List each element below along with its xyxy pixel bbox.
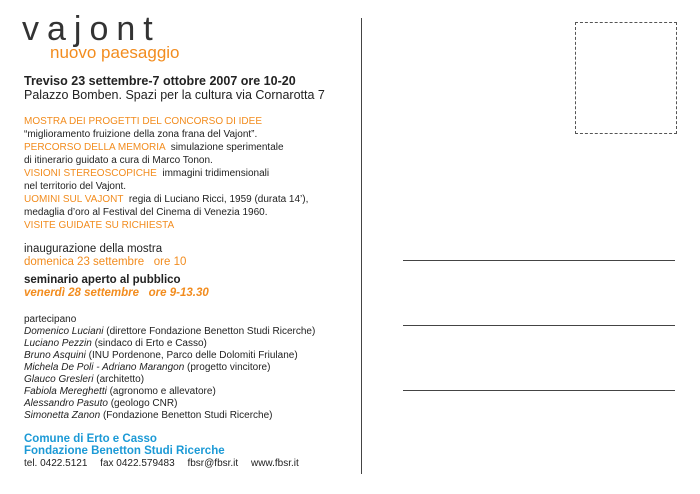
address-line (403, 390, 675, 391)
stamp-box (575, 22, 677, 134)
section-visite (24, 219, 174, 232)
participant-role: (architetto) (93, 374, 145, 385)
participant-row (24, 338, 315, 350)
section-visioni (24, 167, 269, 193)
section-heading: MOSTRA DEI PROGETTI DEL CONCORSO DI IDEE (24, 116, 262, 127)
section-heading-rest: regia di Luciano Ricci, 1959 (durata 14’), (123, 194, 309, 205)
participant-name: Bruno Asquini (24, 350, 86, 361)
participant-name: Simonetta Zanon (24, 410, 101, 421)
section-percorso (24, 141, 284, 167)
contact-tel: tel. 0422.5121 (24, 458, 88, 469)
participant-row (24, 398, 315, 410)
participant-name: Alessandro Pasuto (24, 398, 108, 409)
section-body: nel territorio del Vajont. (24, 181, 127, 192)
seminar-date: venerdì 28 settembre ore 9-13.30 (24, 287, 209, 299)
participant-name: Fabiola Mereghetti (24, 386, 107, 397)
participant-role: (agronomo e allevatore) (106, 386, 216, 397)
contacts (24, 458, 309, 469)
participant-row (24, 326, 315, 338)
section-heading: VISITE GUIDATE SU RICHIESTA (24, 220, 175, 231)
section-heading: PERCORSO DELLA MEMORIA (24, 142, 166, 153)
section-heading: UOMINI SUL VAJONT (24, 194, 124, 205)
participant-row (24, 350, 315, 362)
participant-row (24, 374, 315, 386)
participant-role: (progetto vincitore) (184, 362, 271, 373)
section-body: di itinerario guidato a cura di Marco Tonon. (24, 155, 213, 166)
inauguration-date: domenica 23 settembre ore 10 (24, 256, 187, 268)
event-dates: Treviso 23 settembre-7 ottobre 2007 ore 10-20 (24, 74, 296, 88)
brand-title: vajont (22, 10, 161, 48)
postcard-divider (361, 18, 362, 474)
participant-role: (geologo CNR) (107, 398, 178, 409)
seminar (24, 274, 209, 300)
section-heading: VISIONI STEREOSCOPICHE (24, 168, 157, 179)
brand-subtitle: nuovo paesaggio (50, 43, 180, 62)
participant-role: (Fondazione Benetton Studi Ricerche) (100, 410, 273, 421)
inauguration-label: inaugurazione della mostra (24, 243, 163, 255)
participant-row (24, 410, 315, 422)
participant-row (24, 362, 315, 374)
participant-name: Domenico Luciani (24, 326, 104, 337)
section-heading-rest: immagini tridimensionali (156, 168, 270, 179)
organizer-fondazione: Fondazione Benetton Studi Ricerche (24, 445, 225, 457)
section-heading-rest: simulazione sperimentale (165, 142, 284, 153)
event-venue: Palazzo Bomben. Spazi per la cultura via Cornarotta 7 (24, 88, 325, 102)
section-body: “miglioramento fruizione della zona frana del Vajont”. (24, 129, 258, 140)
organizer-comune: Comune di Erto e Casso (24, 433, 157, 445)
inauguration (24, 243, 186, 269)
seminar-label: seminario aperto al pubblico (24, 274, 181, 286)
section-concorso (24, 115, 262, 141)
section-body: medaglia d’oro al Festival del Cinema di Venezia 1960. (24, 207, 268, 218)
address-line (403, 325, 675, 326)
participant-role: (sindaco di Erto e Casso) (91, 338, 207, 349)
section-uomini (24, 193, 308, 219)
organizers (24, 433, 225, 457)
contact-email: fbsr@fbsr.it (187, 458, 239, 469)
contact-fax: fax 0422.579483 (100, 458, 175, 469)
contact-web: www.fbsr.it (250, 458, 299, 469)
participants-label: partecipano (24, 314, 77, 325)
participant-name: Luciano Pezzin (24, 338, 92, 349)
participant-role: (INU Pordenone, Parco delle Dolomiti Friulane) (85, 350, 298, 361)
participant-row (24, 386, 315, 398)
participant-role: (direttore Fondazione Benetton Studi Ricerche) (103, 326, 316, 337)
participant-name: Glauco Gresleri (24, 374, 94, 385)
address-line (403, 260, 675, 261)
participants (24, 314, 315, 422)
participant-name: Michela De Poli - Adriano Marangon (24, 362, 185, 373)
